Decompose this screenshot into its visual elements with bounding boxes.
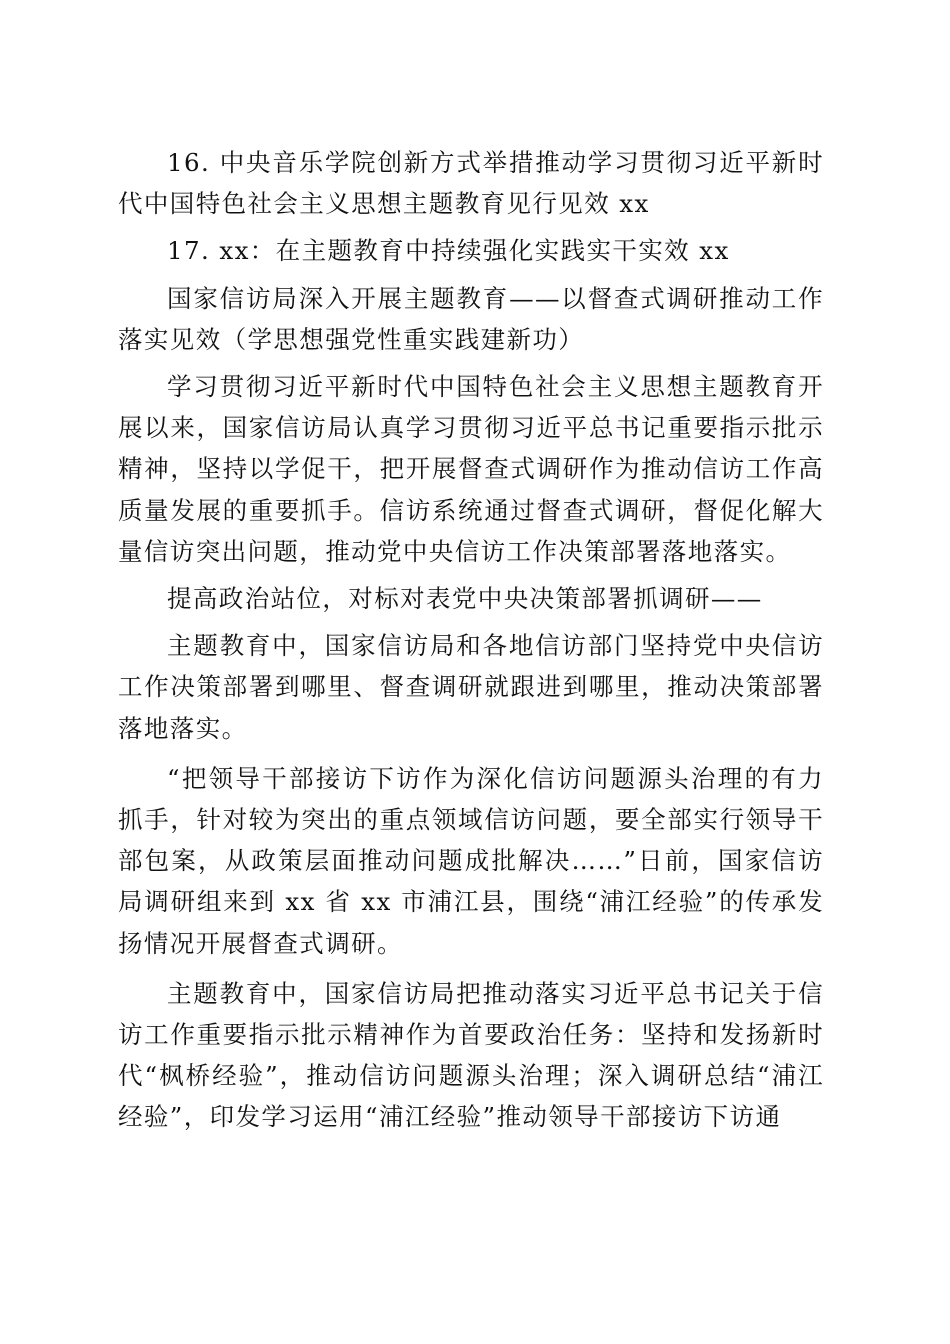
body-paragraph: “把领导干部接访下访作为深化信访问题源头治理的有力抓手，针对较为突出的重点领域信访问题，要全部实行领导干部包案，从政策层面推动问题成批解决……”日前，国家信访局调研组来到 xx 省 xx 市浦江县，围绕“浦江经验”的传承发扬情况开展督查式调研。	[118, 763, 824, 958]
document-body	[118, 142, 824, 1138]
list-item-17: 17. xx：在主题教育中持续强化实践实干实效 xx	[167, 236, 730, 266]
body-paragraph: 主题教育中，国家信访局把推动落实习近平总书记关于信访工作重要指示批示精神作为首要政治任务：坚持和发扬新时代“枫桥经验”，推动信访问题源头治理；深入调研总结“浦江经验”，印发学习运用“浦江经验”推动领导干部接访下访通	[118, 978, 824, 1132]
body-paragraph: 主题教育中，国家信访局和各地信访部门坚持党中央信访工作决策部署到哪里、督查调研就跟进到哪里，推动决策部署落地落实。	[118, 631, 824, 743]
article-headline: 国家信访局深入开展主题教育——以督查式调研推动工作落实见效（学思想强党性重实践建新功）	[118, 283, 824, 354]
section-subheading: 提高政治站位，对标对表党中央决策部署抓调研——	[167, 584, 763, 614]
body-paragraph: 学习贯彻习近平新时代中国特色社会主义思想主题教育开展以来，国家信访局认真学习贯彻习近平总书记重要指示批示精神，坚持以学促干，把开展督查式调研作为推动信访工作高质量发展的重要抓手。信访系统通过督查式调研，督促化解大量信访突出问题，推动党中央信访工作决策部署落地落实。	[118, 372, 824, 566]
list-item-16: 16. 中央音乐学院创新方式举措推动学习贯彻习近平新时代中国特色社会主义思想主题教育见行见效 xx	[118, 148, 824, 219]
